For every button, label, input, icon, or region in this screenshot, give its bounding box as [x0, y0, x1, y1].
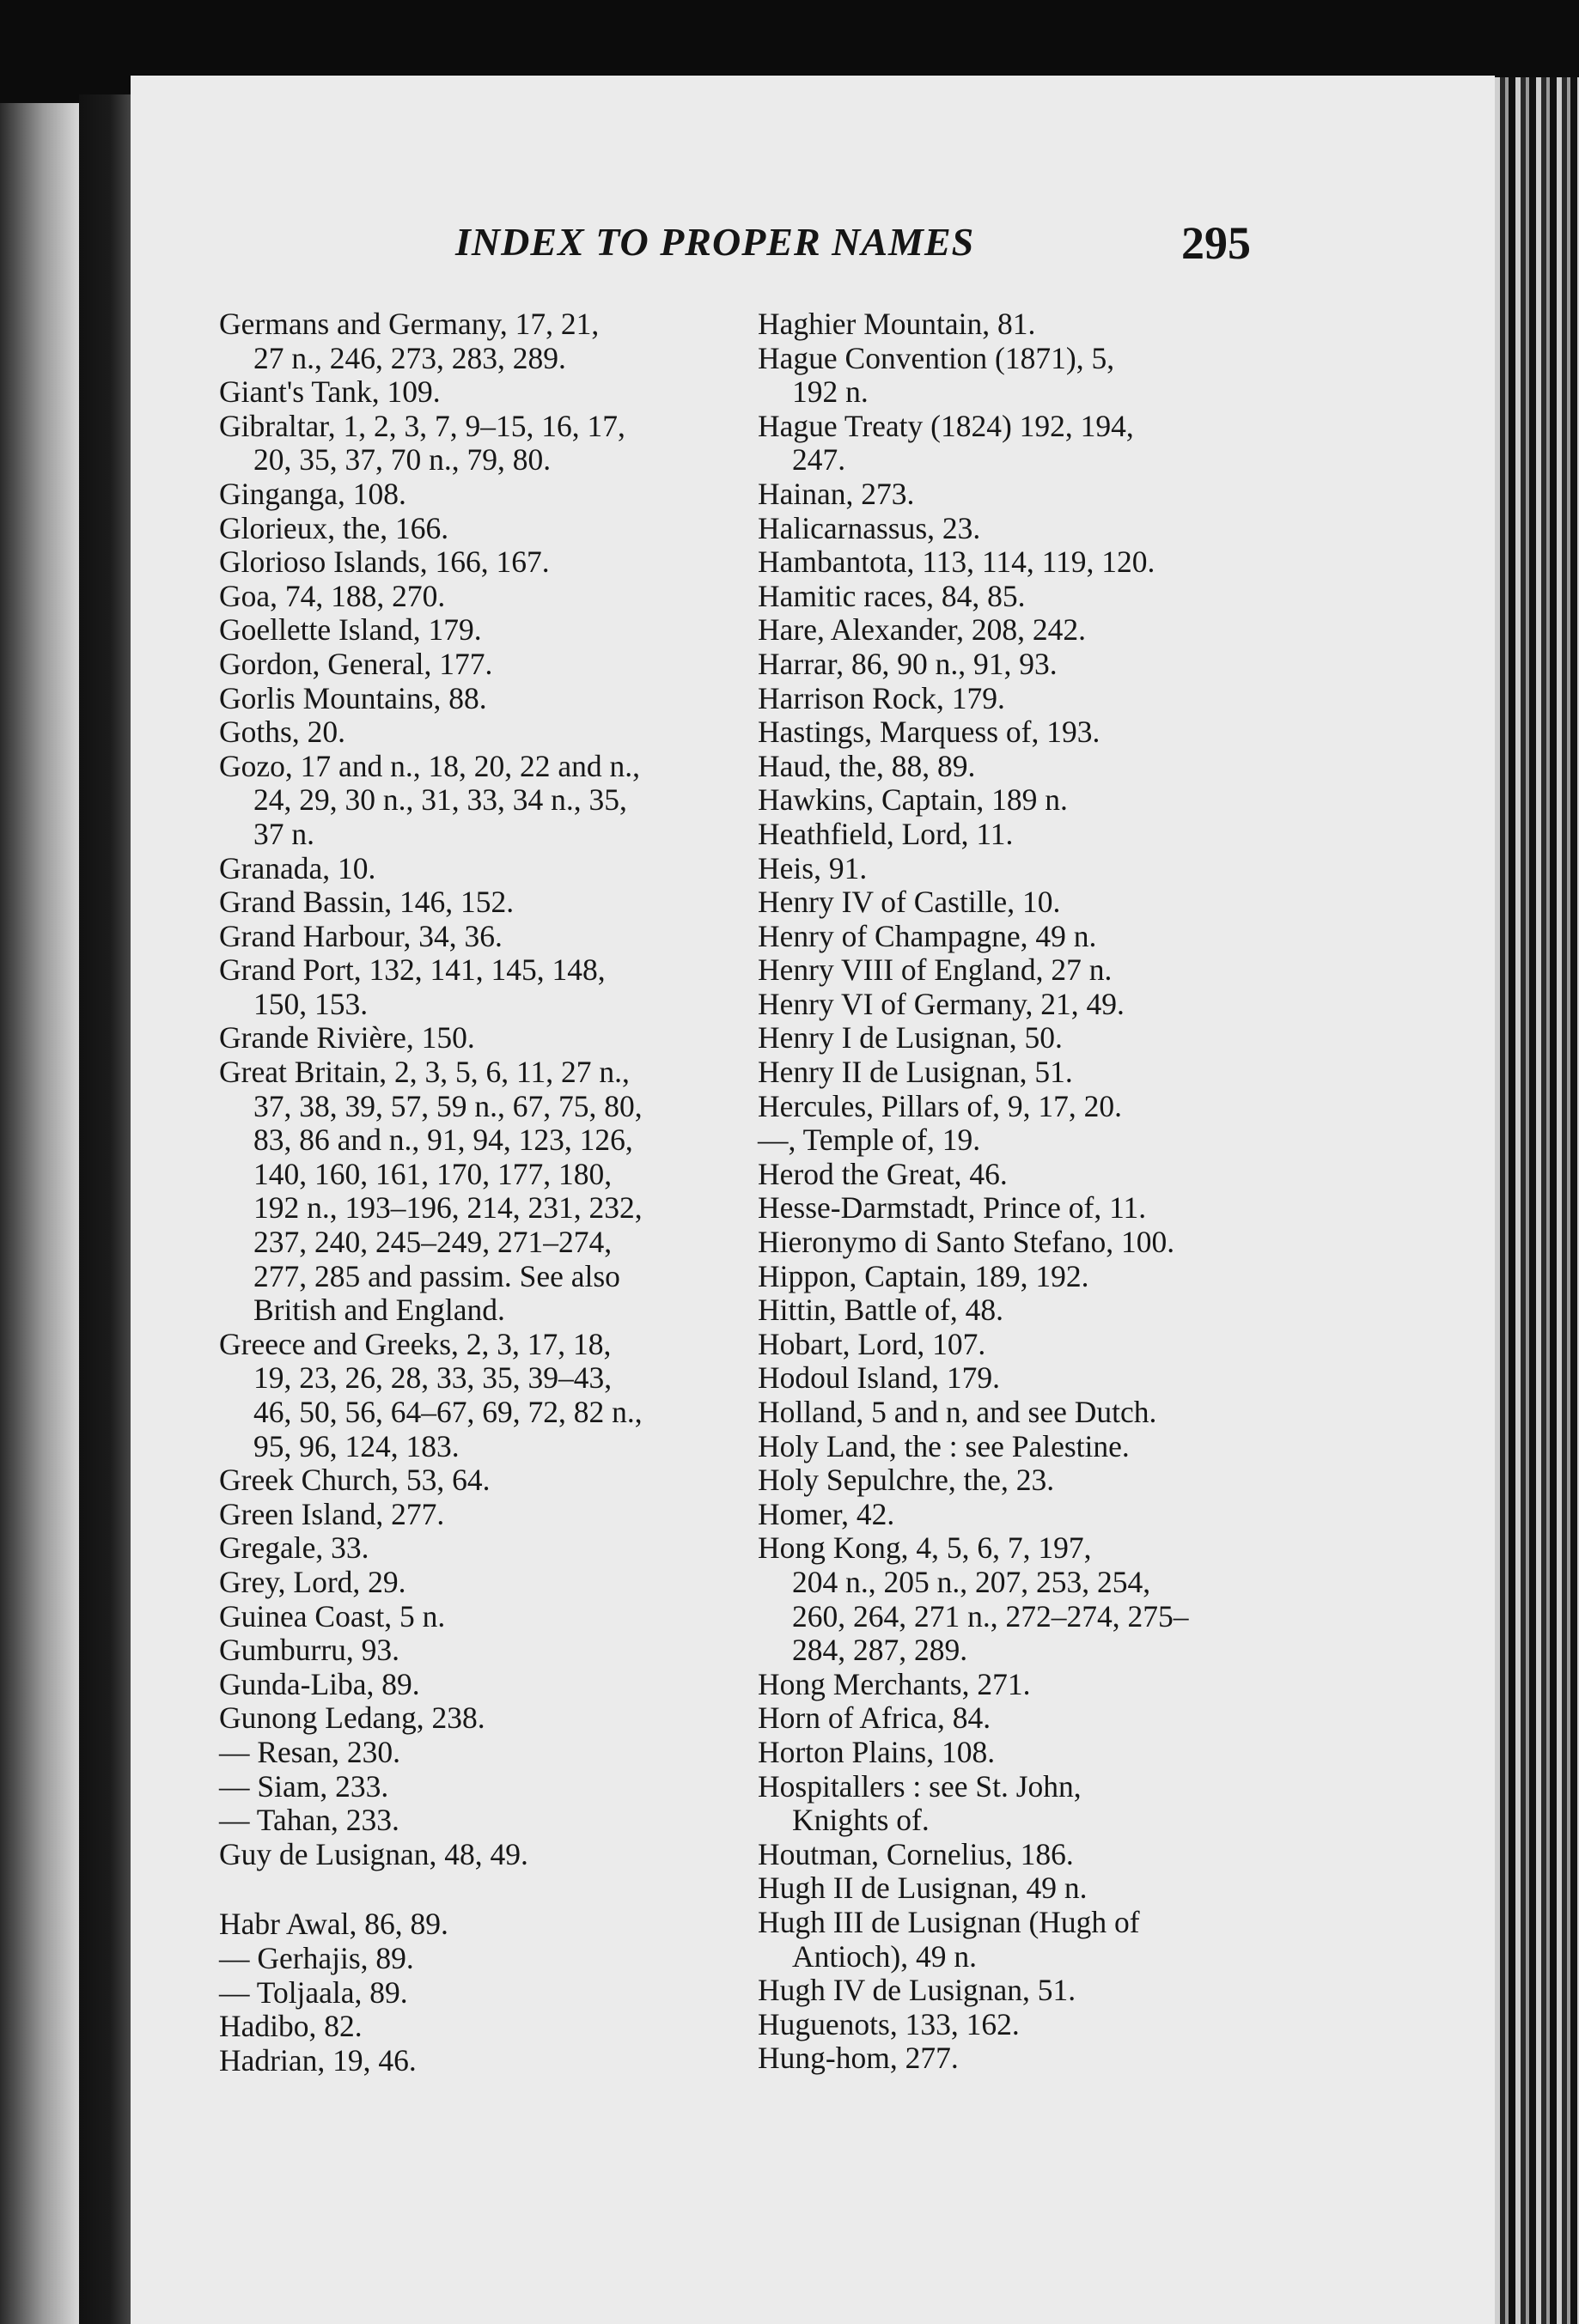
index-entry-line: Hare, Alexander, 208, 242. [758, 612, 1087, 648]
index-entry-line: Hamitic races, 84, 85. [758, 578, 1026, 613]
index-entry [758, 1090, 1246, 1124]
index-entry-continuation: 20, 35, 37, 70 n., 79, 80. [253, 442, 552, 478]
index-entry-line: Grand Port, 132, 141, 145, 148, [219, 952, 606, 988]
index-entry-line: Henry IV of Castille, 10. [758, 885, 1061, 920]
index-entry-line: — Toljaala, 89. [219, 1974, 408, 2010]
index-entry [758, 1123, 1246, 1158]
index-entry [219, 1021, 709, 1056]
index-entry-line: Hippon, Captain, 189, 192. [758, 1258, 1089, 1293]
index-entry [219, 410, 709, 478]
index-entry-line: — Siam, 233. [219, 1768, 389, 1804]
index-entry-continuation: British and England. [253, 1293, 505, 1328]
index-entry-line: Haud, the, 88, 89. [758, 748, 976, 783]
index-entry-line: Guy de Lusignan, 48, 49. [219, 1836, 528, 1871]
index-entry [219, 307, 709, 375]
index-entry [219, 1328, 709, 1463]
index-entry-line: Haghier Mountain, 81. [758, 307, 1036, 341]
index-entry-line: Henry of Champagne, 49 n. [758, 918, 1097, 953]
index-entry-continuation: 192 n. [792, 374, 869, 410]
index-entry [758, 1531, 1246, 1667]
index-entry [758, 1396, 1246, 1430]
index-entry-line: Hambantota, 113, 114, 119, 120. [758, 544, 1155, 580]
index-entry [758, 1226, 1246, 1260]
index-entry [758, 342, 1246, 410]
index-entry-line: Harrison Rock, 179. [758, 680, 1005, 715]
index-entry-continuation: 95, 96, 124, 183. [253, 1428, 460, 1463]
index-entry-line: Hugh II de Lusignan, 49 n. [758, 1871, 1088, 1906]
index-entry-line: Horn of Africa, 84. [758, 1700, 991, 1736]
index-entry [758, 1056, 1246, 1090]
index-entry-line: Great Britain, 2, 3, 5, 6, 11, 27 n., [219, 1055, 630, 1090]
index-entry-line: Hugh III de Lusignan (Hugh of [758, 1904, 1140, 1939]
page-number: 295 [1181, 217, 1251, 269]
entry-gap [219, 1871, 709, 1907]
index-entry-line: Herod the Great, 46. [758, 1156, 1008, 1191]
index-entry-line: Houtman, Cornelius, 186. [758, 1836, 1074, 1871]
page-edge-stack [1495, 77, 1579, 2324]
index-entry-line: Glorioso Islands, 166, 167. [219, 544, 550, 580]
index-entry-continuation: Antioch), 49 n. [792, 1938, 977, 1974]
index-entry-continuation: 24, 29, 30 n., 31, 33, 34 n., 35, [253, 782, 627, 818]
index-entry-line: Gozo, 17 and n., 18, 20, 22 and n., [219, 748, 641, 783]
index-entry [758, 1974, 1246, 2008]
index-entry-continuation: 83, 86 and n., 91, 94, 123, 126, [253, 1122, 633, 1158]
index-entry [758, 2008, 1246, 2042]
index-entry-continuation: 27 n., 246, 273, 283, 289. [253, 340, 566, 375]
index-entry [758, 988, 1246, 1022]
index-entry [219, 2044, 709, 2078]
index-entry [219, 580, 709, 614]
index-entry [219, 1531, 709, 1566]
left-page-edge [0, 103, 79, 2324]
index-entry [758, 953, 1246, 988]
index-entry [758, 818, 1246, 852]
index-entry [219, 1633, 709, 1668]
index-entry [758, 715, 1246, 750]
running-header: INDEX TO PROPER NAMES [455, 220, 975, 264]
index-entry [758, 1838, 1246, 1872]
index-entry [758, 580, 1246, 614]
index-entry [758, 1158, 1246, 1192]
index-entry-continuation: 37, 38, 39, 57, 59 n., 67, 75, 80, [253, 1088, 643, 1123]
index-entry-line: Grand Harbour, 34, 36. [219, 918, 503, 953]
index-entry-line: Heis, 91. [758, 850, 868, 885]
index-entry-line: Germans and Germany, 17, 21, [219, 307, 600, 341]
index-entry-continuation: Knights of. [792, 1803, 930, 1838]
index-column-right [758, 307, 1246, 2076]
index-entry-line: Greek Church, 53, 64. [219, 1463, 491, 1498]
index-entry-line: Hawkins, Captain, 189 n. [758, 782, 1068, 818]
index-entry [758, 2041, 1246, 2076]
index-entry [758, 1770, 1246, 1838]
index-entry-line: Harrar, 86, 90 n., 91, 93. [758, 646, 1058, 681]
index-entry-line: Giant's Tank, 109. [219, 374, 441, 410]
index-entry-line: Homer, 42. [758, 1496, 895, 1531]
index-entry [219, 648, 709, 682]
index-entry [758, 545, 1246, 580]
index-entry-line: Huguenots, 133, 162. [758, 2006, 1020, 2041]
index-entry-line: Grande Rivière, 150. [219, 1020, 475, 1056]
index-entry-line: Hadrian, 19, 46. [219, 2042, 417, 2078]
index-entry-line: Heathfield, Lord, 11. [758, 816, 1014, 851]
index-entry [758, 885, 1246, 920]
index-entry [758, 1668, 1246, 1702]
index-entry [758, 410, 1246, 478]
index-entry-line: Hong Merchants, 271. [758, 1666, 1031, 1701]
index-entry-line: Gunda-Liba, 89. [219, 1666, 420, 1701]
index-entry-continuation: 140, 160, 161, 170, 177, 180, [253, 1156, 613, 1191]
index-entry-line: Greece and Greeks, 2, 3, 17, 18, [219, 1326, 612, 1361]
index-entry-line: Halicarnassus, 23. [758, 510, 981, 545]
index-entry [219, 920, 709, 954]
index-entry-continuation: 192 n., 193–196, 214, 231, 232, [253, 1190, 643, 1226]
index-entry [758, 1191, 1246, 1226]
index-entry-line: — Gerhajis, 89. [219, 1940, 414, 1975]
index-entry-continuation: 150, 153. [253, 986, 369, 1021]
index-entry [219, 613, 709, 648]
index-entry-line: Henry VI of Germany, 21, 49. [758, 986, 1125, 1021]
index-entry-line: Horton Plains, 108. [758, 1734, 996, 1769]
index-entry [219, 545, 709, 580]
index-entry-line: Goa, 74, 188, 270. [219, 578, 446, 613]
index-entry-line: Granada, 10. [219, 850, 376, 885]
index-entry [758, 1430, 1246, 1464]
index-entry-line: Green Island, 277. [219, 1496, 445, 1531]
index-entry [219, 1804, 709, 1838]
index-entry [758, 478, 1246, 512]
index-entry-line: Hague Treaty (1824) 192, 194, [758, 408, 1134, 443]
index-entry [219, 1770, 709, 1804]
index-entry [219, 375, 709, 410]
index-entry-line: Glorieux, the, 166. [219, 510, 449, 545]
index-entry [758, 682, 1246, 716]
index-column-left [219, 307, 709, 2078]
index-entry [219, 1907, 709, 1942]
index-entry [219, 1566, 709, 1600]
index-entry-line: — Resan, 230. [219, 1734, 401, 1769]
index-entry-line: Habr Awal, 86, 89. [219, 1907, 448, 1942]
index-entry-line: Gunong Ledang, 238. [219, 1700, 485, 1736]
index-entry [758, 613, 1246, 648]
index-entry-line: Hodoul Island, 179. [758, 1360, 1001, 1396]
index-entry-line: Hittin, Battle of, 48. [758, 1293, 1003, 1328]
index-entry-line: Hieronymo di Santo Stefano, 100. [758, 1225, 1175, 1260]
index-entry [219, 715, 709, 750]
index-entry [758, 1361, 1246, 1396]
index-entry-line: Grey, Lord, 29. [219, 1564, 406, 1599]
index-entry [219, 1976, 709, 2011]
index-entry [758, 648, 1246, 682]
index-entry [758, 1871, 1246, 1906]
index-entry [758, 1498, 1246, 1532]
index-entry [758, 1463, 1246, 1498]
index-entry-line: —, Temple of, 19. [758, 1122, 981, 1158]
index-entry-line: Hague Convention (1871), 5, [758, 340, 1115, 375]
index-entry-line: Ginganga, 108. [219, 476, 406, 511]
index-entry [758, 1293, 1246, 1328]
index-entry [758, 1328, 1246, 1362]
index-entry-continuation: 37 n. [253, 816, 314, 851]
index-entry-line: Henry I de Lusignan, 50. [758, 1020, 1063, 1056]
index-entry [219, 885, 709, 920]
index-entry-line: Hospitallers : see St. John, [758, 1768, 1082, 1804]
index-entry-line: Guinea Coast, 5 n. [219, 1598, 446, 1633]
index-entry-continuation: 247. [792, 442, 846, 478]
index-entry [758, 750, 1246, 784]
index-entry-line: Gregale, 33. [219, 1530, 369, 1566]
index-entry-line: Hercules, Pillars of, 9, 17, 20. [758, 1088, 1122, 1123]
index-entry-line: Holland, 5 and n, and see Dutch. [758, 1395, 1157, 1429]
index-entry [219, 512, 709, 546]
index-entry [219, 1463, 709, 1498]
index-entry [219, 953, 709, 1021]
index-entry-line: Goths, 20. [219, 715, 345, 750]
index-entry [219, 1498, 709, 1532]
index-entry [758, 783, 1246, 818]
index-entry-line: Gibraltar, 1, 2, 3, 7, 9–15, 16, 17, [219, 408, 625, 443]
index-entry-line: Gorlis Mountains, 88. [219, 680, 487, 715]
index-entry [758, 1701, 1246, 1736]
index-entry-line: Gumburru, 93. [219, 1633, 400, 1668]
index-entry-continuation: 237, 240, 245–249, 271–274, [253, 1225, 613, 1260]
index-entry [219, 852, 709, 886]
index-entry [219, 478, 709, 512]
index-entry-line: Hastings, Marquess of, 193. [758, 715, 1100, 750]
index-entry [758, 852, 1246, 886]
index-entry [219, 1600, 709, 1634]
index-entry-line: Hung-hom, 277. [758, 2041, 959, 2076]
index-entry-line: Hugh IV de Lusignan, 51. [758, 1973, 1076, 2008]
index-entry-continuation: 260, 264, 271 n., 272–274, 275– [792, 1598, 1189, 1633]
index-entry-continuation: 277, 285 and passim. See also [253, 1258, 620, 1293]
index-entry [219, 1838, 709, 1872]
index-entry [219, 1736, 709, 1770]
index-entry [758, 1021, 1246, 1056]
index-entry-line: Holy Sepulchre, the, 23. [758, 1463, 1055, 1498]
index-entry-line: Hadibo, 82. [219, 2009, 363, 2044]
index-entry-line: — Tahan, 233. [219, 1803, 399, 1838]
index-entry-continuation: 46, 50, 56, 64–67, 69, 72, 82 n., [253, 1395, 643, 1429]
index-entry [758, 1906, 1246, 1974]
index-entry-line: Hainan, 273. [758, 476, 915, 511]
index-entry-continuation: 284, 287, 289. [792, 1633, 968, 1668]
index-entry [219, 1056, 709, 1328]
index-entry [758, 512, 1246, 546]
index-entry-line: Gordon, General, 177. [219, 646, 493, 681]
index-entry-line: Hobart, Lord, 107. [758, 1326, 986, 1361]
index-entry [219, 1942, 709, 1976]
index-entry [758, 1260, 1246, 1294]
index-entry-line: Henry II de Lusignan, 51. [758, 1055, 1073, 1090]
index-entry-line: Henry VIII of England, 27 n. [758, 952, 1113, 988]
index-entry [758, 920, 1246, 954]
index-entry [219, 1668, 709, 1702]
index-entry-line: Hong Kong, 4, 5, 6, 7, 197, [758, 1530, 1092, 1566]
index-entry-line: Hesse-Darmstadt, Prince of, 11. [758, 1190, 1147, 1226]
index-entry [219, 750, 709, 852]
book-gutter [79, 94, 131, 2324]
index-entry-continuation: 19, 23, 26, 28, 33, 35, 39–43, [253, 1360, 613, 1396]
index-entry [758, 307, 1246, 342]
index-entry-line: Goellette Island, 179. [219, 612, 482, 648]
index-entry-continuation: 204 n., 205 n., 207, 253, 254, [792, 1564, 1151, 1599]
index-entry-line: Holy Land, the : see Palestine. [758, 1428, 1130, 1463]
index-entry [219, 682, 709, 716]
index-entry-line: Grand Bassin, 146, 152. [219, 885, 515, 920]
index-entry [219, 2010, 709, 2044]
index-entry [219, 1701, 709, 1736]
index-entry [758, 1736, 1246, 1770]
